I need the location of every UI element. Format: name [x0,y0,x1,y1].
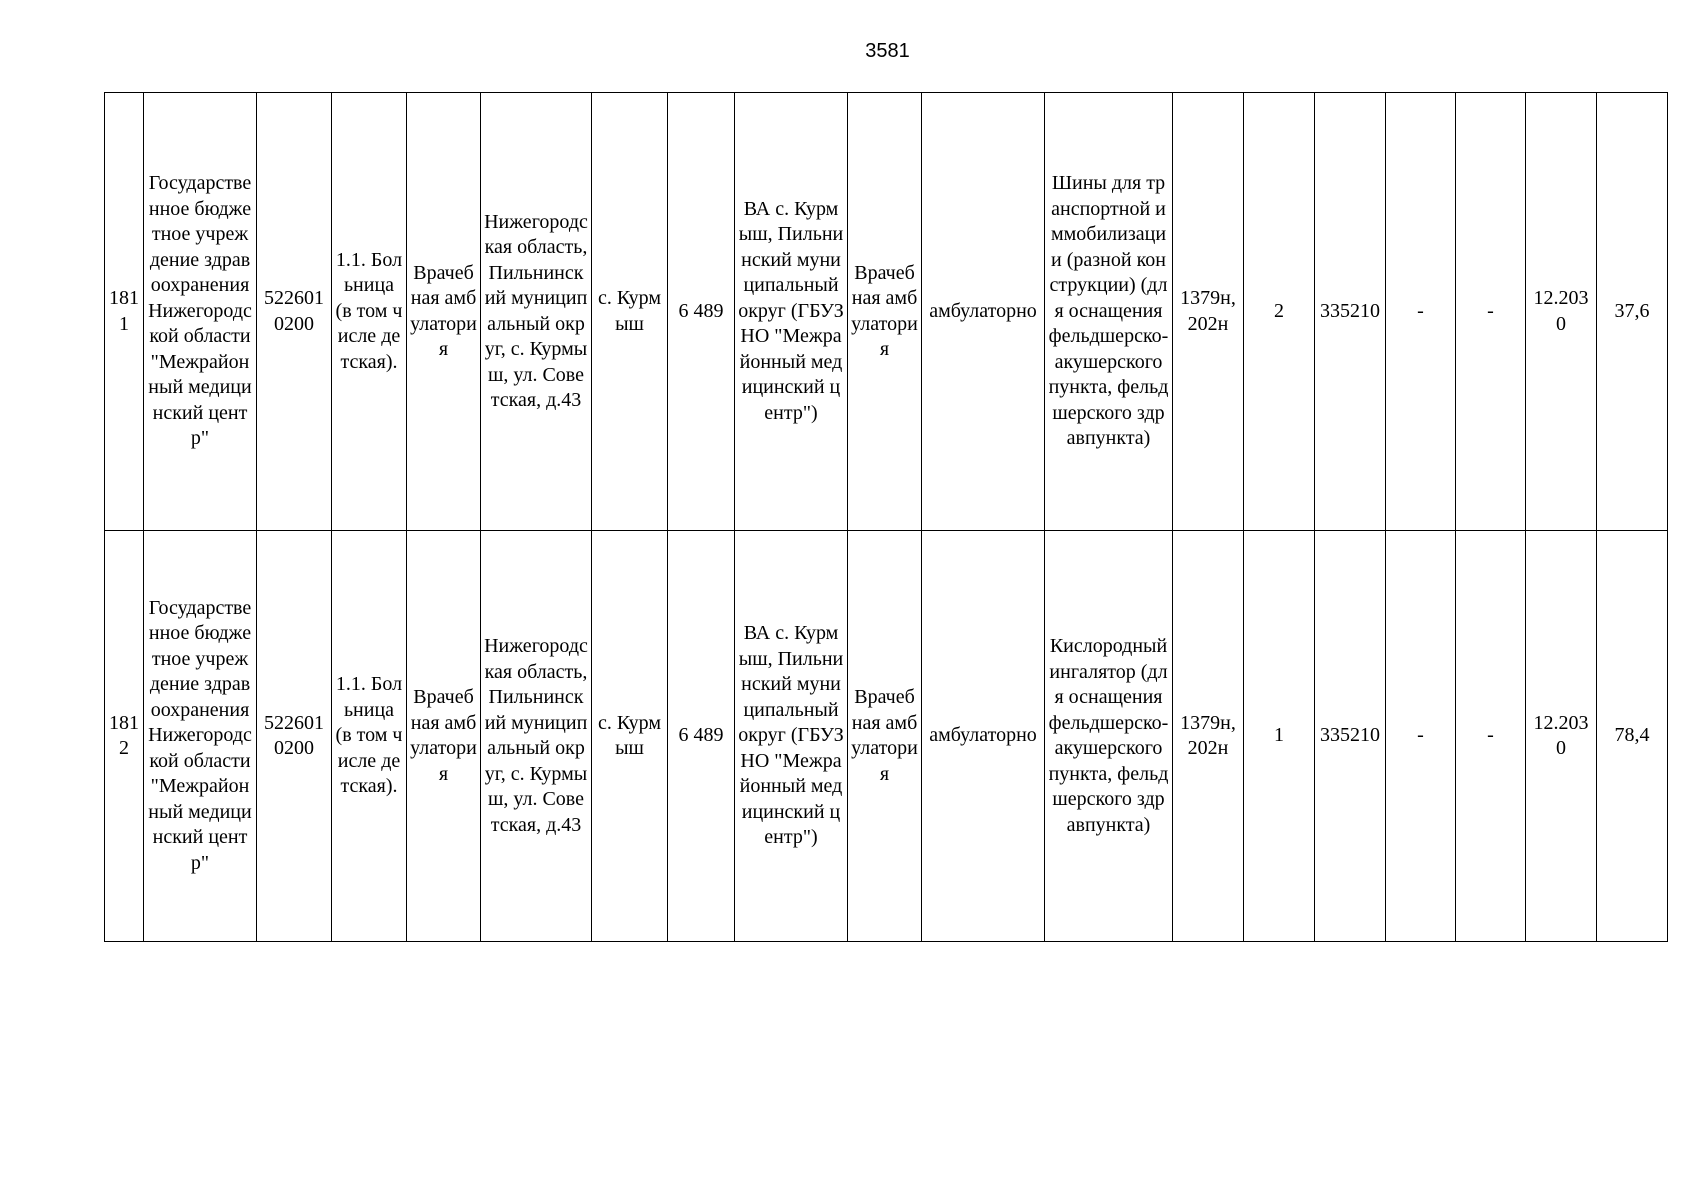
page-number: 3581 [865,40,910,62]
dash2-cell: - [1456,531,1526,942]
facility-cell: ВА с. Курмыш, Пильнинский муниципальный округ (ГБУЗ НО "Межрайонный медицинский центр") [735,93,848,531]
order-cell: 1379н, 202н [1173,531,1244,942]
code-cell: 5226010200 [257,531,332,942]
table-row [105,93,1668,531]
locality-cell: с. Курмыш [592,531,668,942]
code2-cell: 335210 [1315,531,1386,942]
facility-cell: ВА с. Курмыш, Пильнинский муниципальный округ (ГБУЗ НО "Межрайонный медицинский центр") [735,531,848,942]
order-cell: 1379н, 202н [1173,93,1244,531]
equipment-cell: Кислородный ингалятор (для оснащения фельдшерско-акушерского пункта, фельдшерского здравпункта) [1045,531,1173,942]
unit-cell: Врачебная амбулатория [407,531,481,942]
code2-cell: 335210 [1315,93,1386,531]
locality-cell: с. Курмыш [592,93,668,531]
date-cell: 12.2030 [1526,93,1597,531]
care-cell: амбулаторно [922,93,1045,531]
type-cell: 1.1. Больница (в том числе детская). [332,93,407,531]
quantity-cell: 1 [1244,531,1315,942]
care-cell: амбулаторно [922,531,1045,942]
code-cell: 5226010200 [257,93,332,531]
population-cell: 6 489 [668,531,735,942]
date-cell: 12.2030 [1526,531,1597,942]
institution-cell: Государственное бюджетное учреждение здравоохранения Нижегородской области "Межрайонный медицинский центр" [144,531,257,942]
facility-type-cell: Врачебная амбулатория [848,93,922,531]
dash1-cell: - [1386,531,1456,942]
quantity-cell: 2 [1244,93,1315,531]
dash2-cell: - [1456,93,1526,531]
institution-cell: Государственное бюджетное учреждение здравоохранения Нижегородской области "Межрайонный медицинский центр" [144,93,257,531]
sum-cell: 37,6 [1597,93,1668,531]
equipment-table [104,92,1668,942]
dash1-cell: - [1386,93,1456,531]
row-number-cell: 1812 [105,531,144,942]
equipment-cell: Шины для транспортной иммобилизации (разной конструкции) (для оснащения фельдшерско-акушерского пункта, фельдшерского здравпункта) [1045,93,1173,531]
table-row [105,531,1668,942]
facility-type-cell: Врачебная амбулатория [848,531,922,942]
row-number-cell: 1811 [105,93,144,531]
address-cell: Нижегородская область, Пильнинский муниципальный округ, с. Курмыш, ул. Советская, д.43 [481,531,592,942]
address-cell: Нижегородская область, Пильнинский муниципальный округ, с. Курмыш, ул. Советская, д.43 [481,93,592,531]
sum-cell: 78,4 [1597,531,1668,942]
type-cell: 1.1. Больница (в том числе детская). [332,531,407,942]
population-cell: 6 489 [668,93,735,531]
unit-cell: Врачебная амбулатория [407,93,481,531]
